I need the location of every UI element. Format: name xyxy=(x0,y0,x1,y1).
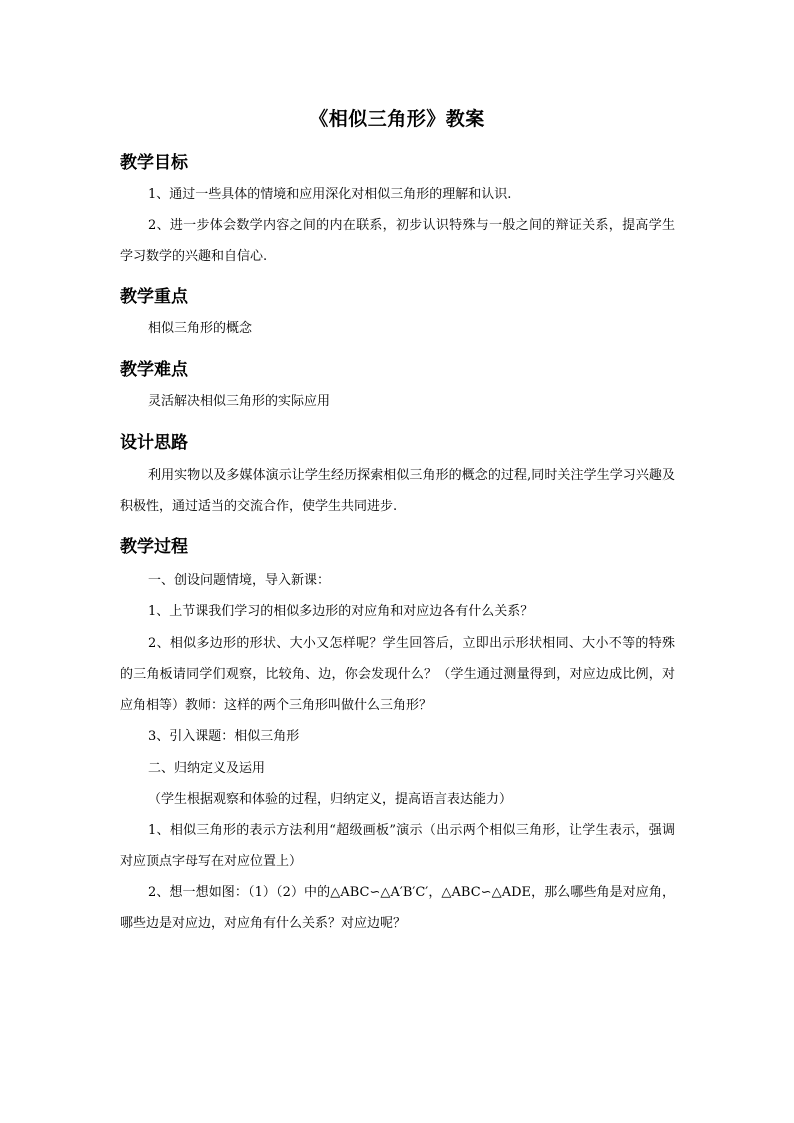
heading-design-idea: 设计思路 xyxy=(120,433,188,453)
design-paragraph: 利用实物以及多媒体演示让学生经历探索相似三角形的概念的过程,同时关注学生学习兴趣及积极性，通过适当的交流合作，使学生共同进步. xyxy=(120,468,675,514)
process-paragraph-3: 2、相似多边形的形状、大小又怎样呢？学生回答后，立即出示形状相同、大小不等的特殊的三角板请同学们观察，比较角、边，你会发现什么？（学生通过测量得到，对应边成比例，对应角相等）教师：这样的两个三角形叫做什么三角形？ xyxy=(120,636,675,713)
process-paragraph-4: 3、引入课题：相似三角形 xyxy=(148,729,300,744)
process-paragraph-7: 1、相似三角形的表示方法利用“超级画板”演示（出示两个相似三角形，让学生表示，强调对应顶点字母写在对应位置上） xyxy=(120,823,675,869)
key-point-paragraph: 相似三角形的概念 xyxy=(148,321,253,336)
heading-difficulty: 教学难点 xyxy=(120,360,188,380)
process-paragraph-6: （学生根据观察和体验的过程，归纳定义，提高语言表达能力） xyxy=(148,792,513,807)
process-paragraph-1: 一、创设问题情境，导入新课： xyxy=(148,573,331,588)
heading-key-point: 教学重点 xyxy=(120,287,188,307)
process-paragraph-8: 2、想一想如图：（1）（2）中的△ABC∽△A′B′C′，△ABC∽△ADE，那么哪些角是对应角，哪些边是对应边，对应角有什么关系？对应边呢？ xyxy=(120,885,675,931)
goal-paragraph-1: 1、通过一些具体的情境和应用深化对相似三角形的理解和认识. xyxy=(148,187,512,202)
difficulty-paragraph: 灵活解决相似三角形的实际应用 xyxy=(148,394,331,409)
document-title: 《相似三角形》教案 xyxy=(309,108,485,130)
process-paragraph-5: 二、归纳定义及运用 xyxy=(148,761,266,776)
process-paragraph-2: 1、上节课我们学习的相似多边形的对应角和对应边各有什么关系？ xyxy=(148,604,534,619)
goal-paragraph-2: 2、进一步体会数学内容之间的内在联系，初步认识特殊与一般之间的辩证关系，提高学生学习数学的兴趣和自信心. xyxy=(120,218,675,264)
heading-teaching-process: 教学过程 xyxy=(120,537,188,557)
heading-teaching-goal: 教学目标 xyxy=(120,153,188,173)
